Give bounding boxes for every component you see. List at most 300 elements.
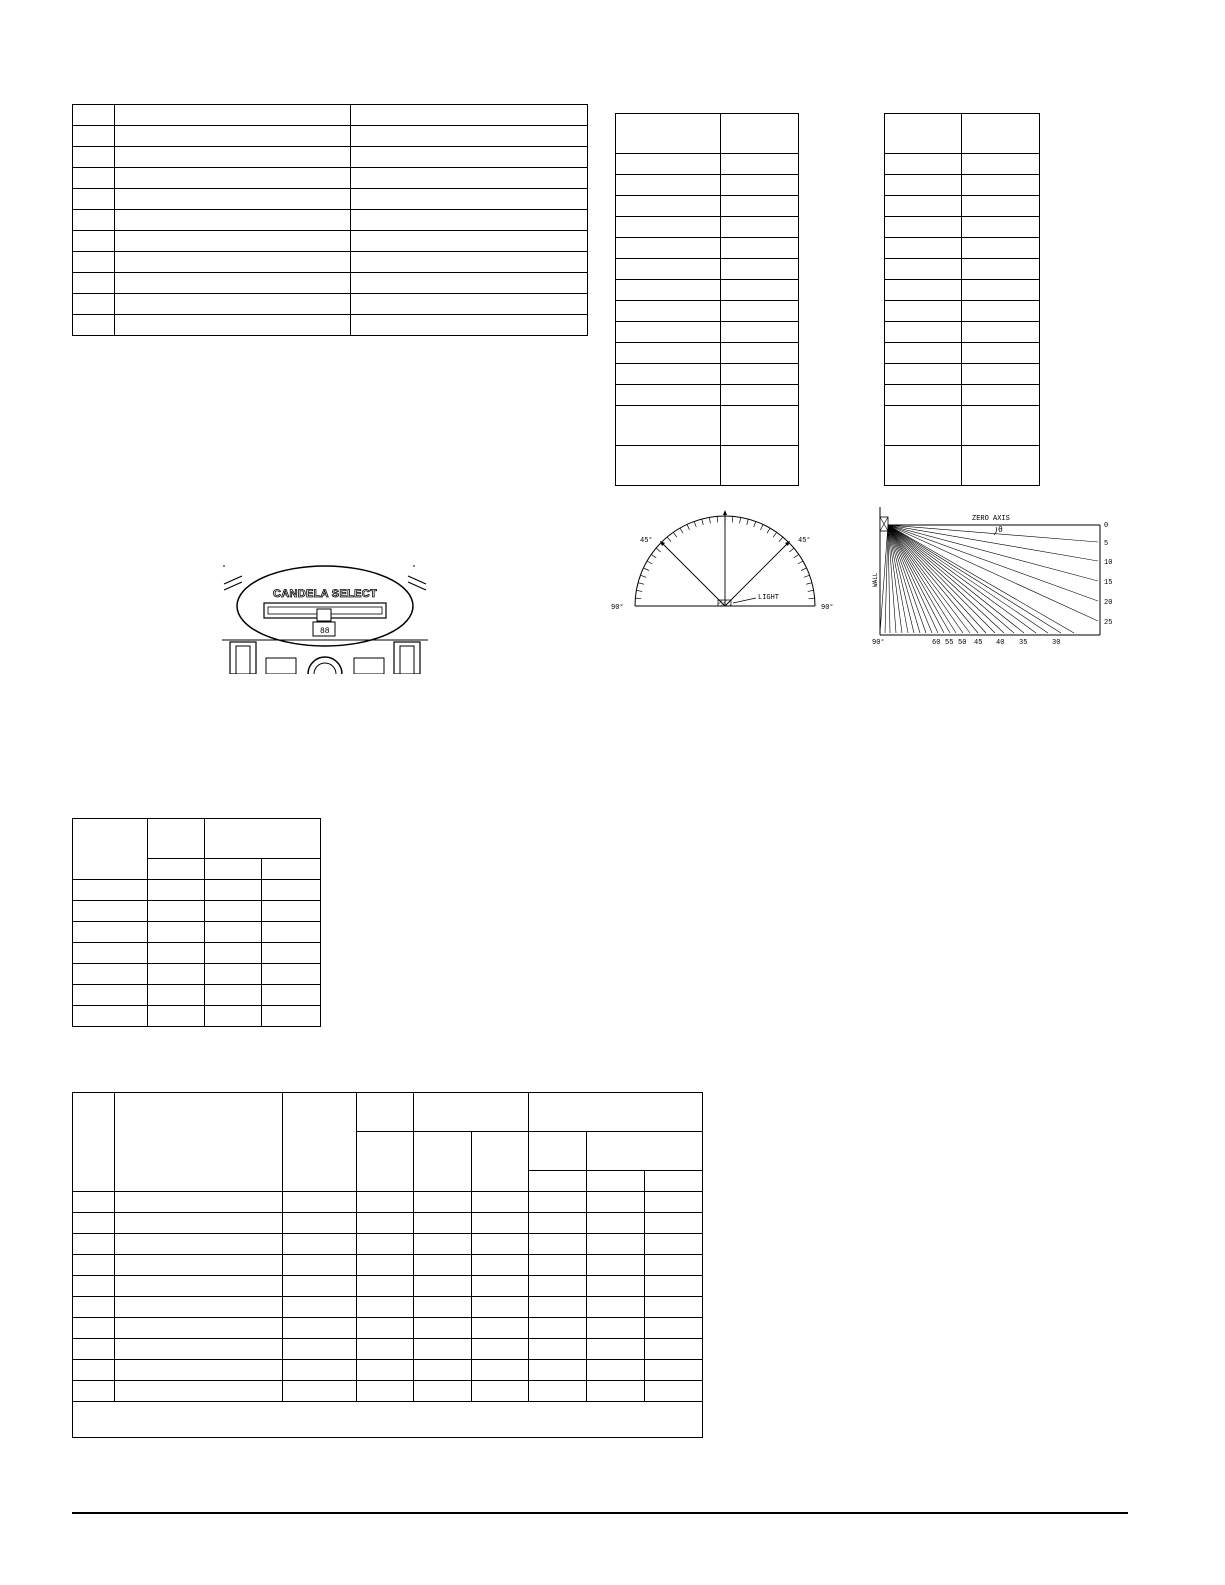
t2-row — [616, 385, 799, 406]
t2-row — [616, 446, 799, 486]
t4-row — [73, 985, 321, 1006]
t2-cell — [616, 446, 721, 486]
t5-cell — [414, 1339, 472, 1360]
t2-row — [616, 322, 799, 343]
t3-row — [885, 406, 1040, 446]
t1-cell — [351, 189, 588, 210]
t2-row — [616, 154, 799, 175]
t5-cell — [587, 1234, 645, 1255]
t1-row — [73, 252, 588, 273]
t3-cell — [885, 238, 962, 259]
t3-cell — [962, 385, 1040, 406]
wall-bottom-label: 40 — [996, 639, 1005, 645]
t2-row — [616, 217, 799, 238]
t5-cell — [472, 1234, 529, 1255]
t5-cell — [529, 1234, 587, 1255]
t5-cell — [115, 1360, 283, 1381]
t2-cell — [721, 343, 799, 364]
t5-cell — [472, 1318, 529, 1339]
t3-cell — [962, 196, 1040, 217]
t3-cell — [885, 154, 962, 175]
t5-cell — [645, 1234, 703, 1255]
wall-right-label: 5 — [1104, 540, 1109, 548]
t1-cell — [115, 189, 351, 210]
wall-ray — [888, 525, 950, 633]
t5-row — [73, 1297, 703, 1318]
t3-row — [885, 217, 1040, 238]
polar-label-90-left: 90° — [611, 604, 624, 612]
t5-cell — [283, 1192, 357, 1213]
t5-cell — [283, 1339, 357, 1360]
t5-cell — [645, 1255, 703, 1276]
table-top-middle — [615, 113, 799, 486]
t4-cell — [205, 880, 262, 901]
t3-cell — [885, 343, 962, 364]
t3-cell — [962, 154, 1040, 175]
wall-ray — [888, 525, 1024, 633]
t2-row — [616, 301, 799, 322]
t5-cell — [283, 1255, 357, 1276]
t3-row — [885, 343, 1040, 364]
t4-cell — [73, 1006, 148, 1027]
t5-h-9 — [472, 1132, 529, 1192]
t3-cell — [962, 406, 1040, 446]
t5-cell — [357, 1297, 414, 1318]
t3-cell — [962, 175, 1040, 196]
t2-cell — [721, 301, 799, 322]
t5-cell — [73, 1234, 115, 1255]
t5-h-8 — [414, 1132, 472, 1192]
wall-ray — [888, 525, 986, 633]
t5-h-6 — [529, 1093, 703, 1132]
t4-row — [73, 943, 321, 964]
t2-cell — [721, 385, 799, 406]
t2-cell — [616, 322, 721, 343]
polar-tick — [667, 537, 671, 542]
t5-cell — [73, 1297, 115, 1318]
t1-cell — [73, 294, 115, 315]
wall-right-label: 20 — [1104, 599, 1113, 607]
polar-tick — [673, 532, 676, 537]
polar-tick — [651, 554, 656, 557]
t5-cell — [472, 1381, 529, 1402]
t1-cell — [115, 231, 351, 252]
t2-row — [616, 280, 799, 301]
t3-cell — [962, 259, 1040, 280]
t3-cell — [962, 343, 1040, 364]
t5-cell — [645, 1192, 703, 1213]
t2-cell — [721, 259, 799, 280]
t5-cell — [414, 1213, 472, 1234]
t1-cell — [115, 105, 351, 126]
t1-cell — [115, 210, 351, 231]
t1-cell — [115, 315, 351, 336]
t1-cell — [351, 231, 588, 252]
footer-rule — [72, 1512, 1128, 1514]
t1-row — [73, 231, 588, 252]
t5-cell — [529, 1381, 587, 1402]
t5-cell — [283, 1276, 357, 1297]
t5-cell — [472, 1360, 529, 1381]
t5-row — [73, 1192, 703, 1213]
polar-tick — [747, 519, 749, 525]
wall-right-label: 10 — [1104, 559, 1113, 567]
t2-row — [616, 238, 799, 259]
t1-cell — [351, 315, 588, 336]
t5-row — [73, 1318, 703, 1339]
wall-bottom-label: 60 — [932, 639, 941, 645]
polar-diagram — [610, 500, 850, 618]
t5-cell — [645, 1297, 703, 1318]
t4-sub-3 — [262, 859, 321, 880]
t5-cell — [472, 1276, 529, 1297]
polar-tick — [694, 521, 696, 527]
t3-cell — [885, 385, 962, 406]
t1-cell — [115, 147, 351, 168]
polar-label-45-right: 45° — [798, 537, 811, 545]
t2-cell — [721, 446, 799, 486]
t5-cell — [357, 1234, 414, 1255]
t5-cell — [357, 1276, 414, 1297]
t3-cell — [962, 217, 1040, 238]
t5-cell — [414, 1234, 472, 1255]
wall-bottom-label: 30 — [1052, 639, 1061, 645]
t4-cell — [262, 880, 321, 901]
t1-row — [73, 105, 588, 126]
t1-cell — [115, 252, 351, 273]
t5-h-13 — [587, 1171, 645, 1192]
wall-right-label: 0 — [1104, 522, 1109, 530]
t1-cell — [351, 105, 588, 126]
t5-cell — [357, 1339, 414, 1360]
t5-h-7 — [357, 1132, 414, 1192]
t4-cell — [73, 880, 148, 901]
t5-cell — [529, 1339, 587, 1360]
t4-sub-2 — [205, 859, 262, 880]
t5-cell — [529, 1255, 587, 1276]
table-top-right — [884, 113, 1040, 486]
t5-row — [73, 1381, 703, 1402]
t4-row — [73, 922, 321, 943]
t3-cell — [962, 446, 1040, 486]
t4-cell — [148, 1006, 205, 1027]
t5-cell — [587, 1213, 645, 1234]
t3-row — [885, 301, 1040, 322]
t5-h-11 — [587, 1132, 703, 1171]
t5-cell — [115, 1339, 283, 1360]
t3-row — [885, 446, 1040, 486]
t1-cell — [351, 168, 588, 189]
wall-diagram — [868, 505, 1128, 645]
t1-cell — [115, 168, 351, 189]
t1-cell — [351, 210, 588, 231]
t1-cell — [73, 315, 115, 336]
wall-right-label: 25 — [1104, 619, 1113, 627]
t5-row — [73, 1234, 703, 1255]
t5-cell — [645, 1339, 703, 1360]
polar-tick — [773, 532, 776, 537]
wall-ray — [888, 525, 1048, 633]
t3-row — [885, 259, 1040, 280]
table-top-left — [72, 104, 588, 336]
polar-diagram-svg — [610, 500, 850, 618]
t5-cell — [73, 1192, 115, 1213]
t5-cell — [645, 1213, 703, 1234]
t5-cell — [115, 1234, 283, 1255]
t3-cell — [885, 406, 962, 446]
t5-cell — [115, 1213, 283, 1234]
wall-ray — [888, 525, 1061, 633]
t1-cell — [115, 273, 351, 294]
wall-label: WALL — [872, 572, 879, 587]
t4-cell — [148, 901, 205, 922]
t1-cell — [351, 294, 588, 315]
t5-cell — [587, 1318, 645, 1339]
t4-cell — [205, 922, 262, 943]
polar-tick — [794, 554, 799, 557]
t5-footnote — [73, 1402, 703, 1438]
t1-cell — [351, 252, 588, 273]
t4-cell — [73, 985, 148, 1006]
t5-cell — [472, 1255, 529, 1276]
candela-select-label: CANDELA SELECT — [272, 588, 378, 600]
t1-cell — [73, 210, 115, 231]
t4-sub-1 — [148, 859, 205, 880]
t2-cell — [721, 406, 799, 446]
polar-tick — [760, 524, 763, 529]
svg-text:88: 88 — [320, 627, 330, 636]
t5-cell — [283, 1234, 357, 1255]
t2-cell — [616, 175, 721, 196]
t3-row — [885, 175, 1040, 196]
t5-cell — [115, 1297, 283, 1318]
t5-row — [73, 1213, 703, 1234]
polar-tick — [638, 583, 644, 585]
t3-cell — [885, 280, 962, 301]
t3-cell — [885, 196, 962, 217]
t4-cell — [148, 964, 205, 985]
t1-row — [73, 210, 588, 231]
t4-cell — [262, 943, 321, 964]
polar-tick — [709, 517, 710, 523]
zero-axis-label: ZERO AXIS — [972, 515, 1010, 523]
t2-cell — [616, 259, 721, 280]
polar-tick — [647, 561, 652, 564]
t5-cell — [357, 1381, 414, 1402]
polar-tick — [643, 568, 648, 571]
t4-cell — [73, 922, 148, 943]
candela-select-drawing — [222, 562, 428, 674]
t5-h-5 — [414, 1093, 529, 1132]
t5-cell — [587, 1276, 645, 1297]
t3-row — [885, 154, 1040, 175]
t5-h-3 — [283, 1093, 357, 1192]
t1-row — [73, 126, 588, 147]
t3-cell — [885, 322, 962, 343]
t4-cell — [262, 922, 321, 943]
t5-cell — [73, 1360, 115, 1381]
t4-cell — [262, 901, 321, 922]
polar-tick — [702, 519, 704, 525]
t2-cell — [721, 364, 799, 385]
t4-h-1 — [73, 819, 148, 880]
t2-cell — [616, 385, 721, 406]
t5-cell — [529, 1276, 587, 1297]
t5-cell — [357, 1255, 414, 1276]
t2-cell — [721, 175, 799, 196]
t5-cell — [414, 1381, 472, 1402]
t4-cell — [205, 985, 262, 1006]
polar-light-label: LIGHT — [758, 594, 780, 602]
t5-cell — [645, 1318, 703, 1339]
t1-cell — [73, 147, 115, 168]
t4-h-3 — [205, 819, 321, 859]
candela-select-figure — [222, 562, 428, 674]
t2-cell — [616, 238, 721, 259]
t5-h-1 — [73, 1093, 115, 1192]
wall-ray — [888, 525, 970, 633]
t4-row — [73, 1006, 321, 1027]
t5-cell — [283, 1297, 357, 1318]
polar-tick — [808, 590, 814, 591]
t1-row — [73, 315, 588, 336]
table-middle-left — [72, 818, 321, 1027]
polar-tick — [754, 521, 756, 527]
t1-cell — [73, 273, 115, 294]
t1-cell — [73, 252, 115, 273]
polar-tick — [656, 548, 661, 552]
t4-row — [73, 880, 321, 901]
t3-cell — [962, 238, 1040, 259]
t2-cell — [616, 406, 721, 446]
t5-cell — [587, 1297, 645, 1318]
t3-cell — [885, 259, 962, 280]
t4-cell — [205, 1006, 262, 1027]
t5-h-14 — [645, 1171, 703, 1192]
t5-cell — [357, 1318, 414, 1339]
polar-tick — [798, 561, 803, 564]
t5-h-2 — [115, 1093, 283, 1192]
polar-tick — [740, 517, 741, 523]
t5-cell — [283, 1318, 357, 1339]
t4-cell — [205, 964, 262, 985]
t3-row — [885, 322, 1040, 343]
t1-cell — [73, 168, 115, 189]
t5-cell — [587, 1381, 645, 1402]
polar-tick — [767, 528, 770, 533]
t4-cell — [148, 943, 205, 964]
t1-row — [73, 273, 588, 294]
t2-cell — [616, 280, 721, 301]
t5-cell — [587, 1339, 645, 1360]
t5-cell — [414, 1360, 472, 1381]
t4-h-2 — [148, 819, 205, 859]
t4-cell — [262, 985, 321, 1006]
t5-cell — [357, 1213, 414, 1234]
t1-cell — [73, 126, 115, 147]
t3-cell — [962, 280, 1040, 301]
t5-cell — [472, 1213, 529, 1234]
t1-cell — [351, 273, 588, 294]
t5-cell — [115, 1276, 283, 1297]
t2-row — [616, 364, 799, 385]
t5-cell — [73, 1339, 115, 1360]
t5-cell — [73, 1213, 115, 1234]
t4-cell — [148, 922, 205, 943]
t1-cell — [351, 147, 588, 168]
polar-tick — [636, 590, 642, 591]
t3-cell — [962, 301, 1040, 322]
t1-row — [73, 168, 588, 189]
t2-row — [616, 114, 799, 154]
t5-cell — [283, 1381, 357, 1402]
polar-tick — [732, 516, 733, 522]
t4-cell — [148, 880, 205, 901]
polar-label-90-right: 90° — [821, 604, 834, 612]
t5-cell — [414, 1276, 472, 1297]
t2-cell — [721, 154, 799, 175]
t1-cell — [115, 126, 351, 147]
t1-cell — [351, 126, 588, 147]
wall-bottom-label: 90° — [872, 639, 885, 645]
polar-tick — [804, 575, 810, 577]
t3-cell — [885, 364, 962, 385]
theta-label: θ — [998, 526, 1003, 535]
t3-cell — [962, 322, 1040, 343]
t5-cell — [73, 1255, 115, 1276]
t2-row — [616, 343, 799, 364]
t5-cell — [414, 1192, 472, 1213]
t2-cell — [721, 238, 799, 259]
t5-cell — [587, 1255, 645, 1276]
t5-cell — [283, 1213, 357, 1234]
t3-cell — [885, 217, 962, 238]
t1-cell — [115, 294, 351, 315]
t2-cell — [616, 196, 721, 217]
wall-right-label: 15 — [1104, 579, 1113, 587]
t5-cell — [529, 1318, 587, 1339]
t2-cell — [616, 217, 721, 238]
polar-tick — [717, 516, 718, 522]
t4-cell — [73, 901, 148, 922]
t5-cell — [529, 1192, 587, 1213]
t4-cell — [205, 943, 262, 964]
t2-cell — [721, 114, 799, 154]
t5-cell — [529, 1297, 587, 1318]
t2-row — [616, 175, 799, 196]
t3-cell — [885, 175, 962, 196]
wall-bottom-label: 35 — [1019, 639, 1028, 645]
t5-cell — [115, 1381, 283, 1402]
t5-h-10 — [529, 1132, 587, 1171]
t4-cell — [148, 985, 205, 1006]
t3-cell — [885, 301, 962, 322]
wall-bottom-label: 55 — [945, 639, 954, 645]
t4-cell — [262, 1006, 321, 1027]
t5-cell — [357, 1192, 414, 1213]
t5-cell — [587, 1192, 645, 1213]
wall-bottom-label: 45 — [974, 639, 983, 645]
t2-cell — [616, 114, 721, 154]
t5-cell — [645, 1381, 703, 1402]
wall-bottom-label: 50 — [958, 639, 967, 645]
wall-ray — [888, 525, 938, 633]
t1-cell — [73, 231, 115, 252]
t5-cell — [283, 1360, 357, 1381]
t3-row — [885, 196, 1040, 217]
t2-cell — [616, 301, 721, 322]
t5-cell — [472, 1192, 529, 1213]
